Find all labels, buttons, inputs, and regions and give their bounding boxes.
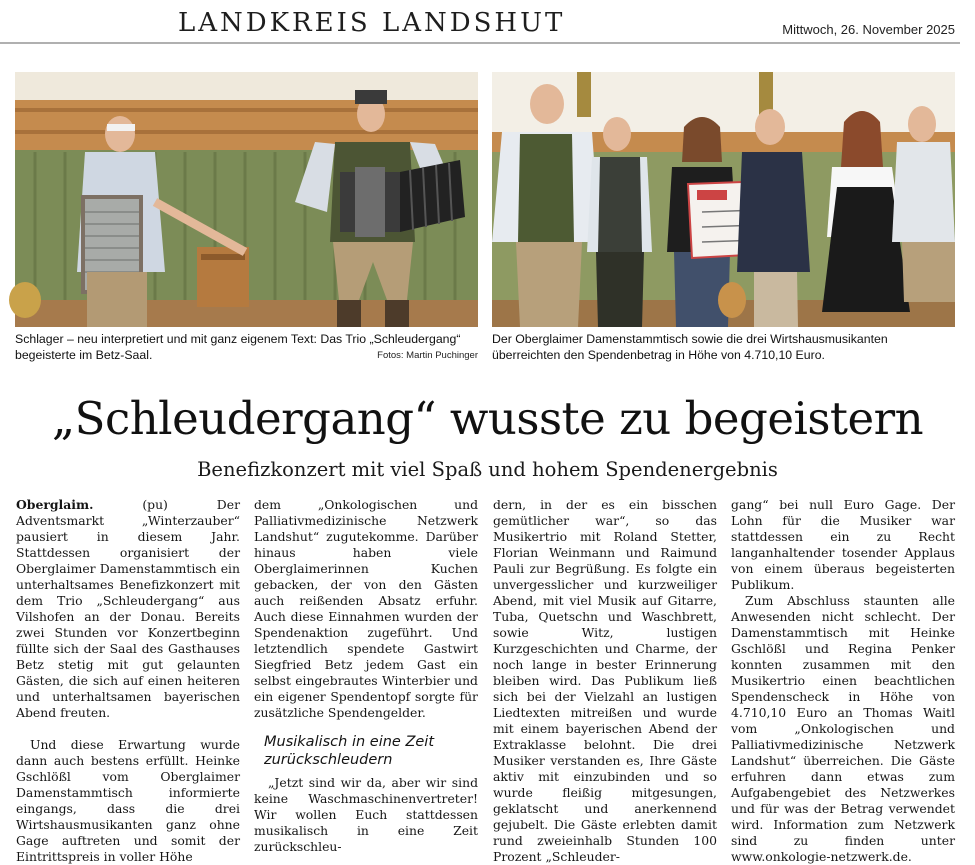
issue-date: Mittwoch, 26. November 2025 xyxy=(782,22,955,37)
section-title: LANDKREIS LANDSHUT xyxy=(178,8,566,38)
article-column-2 xyxy=(254,497,478,855)
article-subheadline: Benefizkonzert mit viel Spaß und hohem Spendenergebnis xyxy=(197,458,778,481)
photo-caption-left xyxy=(15,331,478,363)
article-column-1 xyxy=(16,497,240,865)
photo-credit: Fotos: Martin Puchinger xyxy=(377,350,478,361)
paragraph: Und diese Erwartung wurde dann auch bestens erfüllt. Heinke Gschlößl vom Oberglaimer Damenstammtisch informierte eingangs, dass die drei Wirtshausmusikanten ganz ohne Gage auftreten und somit der Eintrittspreis in voller Höhe xyxy=(16,737,240,864)
caption-text: Der Oberglaimer Damenstammtisch sowie die drei Wirtshausmusikanten überreichten den Spendenbetrag in Höhe von 4.710,10 Euro. xyxy=(492,332,888,362)
paragraph: dern, in der es ein bisschen gemütlicher war“, so das Musikertrio mit Roland Stetter, Florian Weinmann und Raimund Pauli zur Begrüßung. Es folgte ein unvergesslicher und kurzweiliger Abend, mit viel Musik auf Gitarre, Tuba, Quetschn und Waschbrett, sowie Witz, lustigen Kurzgeschichten und Charme, der noch lange in bester Erinnerung bleiben wird. Das Publikum ließ sich bei der Vielzahl an lustigen Liedtexten mitreißen und wurde mit einem bayerischen Abend der Extraklasse belohnt. Die drei Musiker verstanden es, Ihre Gäste aktiv mit einzubinden und so wurde fleißig mitgesungen, geklatscht und anerkennend gejubelt. Die Gäste erlebten damit rund zweieinhalb Stunden 100 Prozent „Schleuder- xyxy=(493,497,717,864)
photo-trio-performing xyxy=(15,72,478,327)
article-headline: „Schleudergang“ wusste zu begeistern xyxy=(51,392,924,445)
article-column-3 xyxy=(493,497,717,865)
photo-caption-right xyxy=(492,331,955,363)
paragraph: dem „Onkologischen und Palliativmedizinische Netzwerk Landshut“ zugutekomme. Darüber hinaus haben viele Oberglaimerinnen Kuchen gebacken, der von den Gästen auch reißenden Absatz erfuhr. Auch diese Einnahmen wurden der Spendenaktion zugeführt. Und letztendlich spendete Gastwirt Siegfried Betz jedem Gast ein selbst eingebrautes Winterbier und ein eigener Spendentopf sorgte für zusätzliche Spendengelder. xyxy=(254,497,478,720)
photo-cheque-handover xyxy=(492,72,955,327)
paragraph: gang“ bei null Euro Gage. Der Lohn für die Musiker war stattdessen ein zu Recht langanhaltender tosender Applaus von einem überaus begeisterten Publikum. xyxy=(731,497,955,592)
dateline-place: Oberglaim. xyxy=(16,497,94,512)
paragraph: Zum Abschluss staunten alle Anwesenden nicht schlecht. Der Damenstammtisch mit Heinke Gschlößl und Regina Penker konnten zusammen mit den Musikertrio einen beachtlichen Spendenscheck in Höhe von 4.710,10 Euro an Thomas Waitl vom „Onkologischen und Palliativmedizinische Netzwerk Landshut“ überreichen. Die Gäste erfuhren dann etwas zum Aufgabengebiet des Netzwerkes und für was der Betrag verwendet wird. Information zum Netzwerk sind zu finden unter www.onkologie-netzwerk.de. xyxy=(731,593,955,864)
caption-text: Schlager – neu interpretiert und mit ganz eigenem Text: Das Trio „Schleudergang“ begeisterte im Betz-Saal. xyxy=(15,332,461,362)
page-header xyxy=(0,0,975,46)
article-subhead: Musikalisch in eine Zeit zurückschleudern xyxy=(264,734,435,768)
header-divider xyxy=(0,42,960,44)
article-column-4 xyxy=(731,497,955,865)
paragraph-text: (pu) Der Adventsmarkt „Winterzauber“ pausiert in diesem Jahr. Stattdessen organisiert der Oberglaimer Damenstammtisch ein unterhaltsames Benefizkonzert mit dem Trio „Schleudergang“ aus Vilshofen an der Donau. Bereits zwei Stunden vor Konzertbeginn füllte sich der Saal des Gasthauses Betz stetig mit gut gelaunten Gästen, die sich auf einen heiteren und unterhaltsamen bayerischen Abend freuten. xyxy=(16,497,240,720)
paragraph: „Jetzt sind wir da, aber wir sind keine Waschmaschinenvertreter! Wir wollen Euch stattdessen musikalisch in eine Zeit zurückschleu- xyxy=(254,775,478,854)
paragraph xyxy=(16,497,240,721)
